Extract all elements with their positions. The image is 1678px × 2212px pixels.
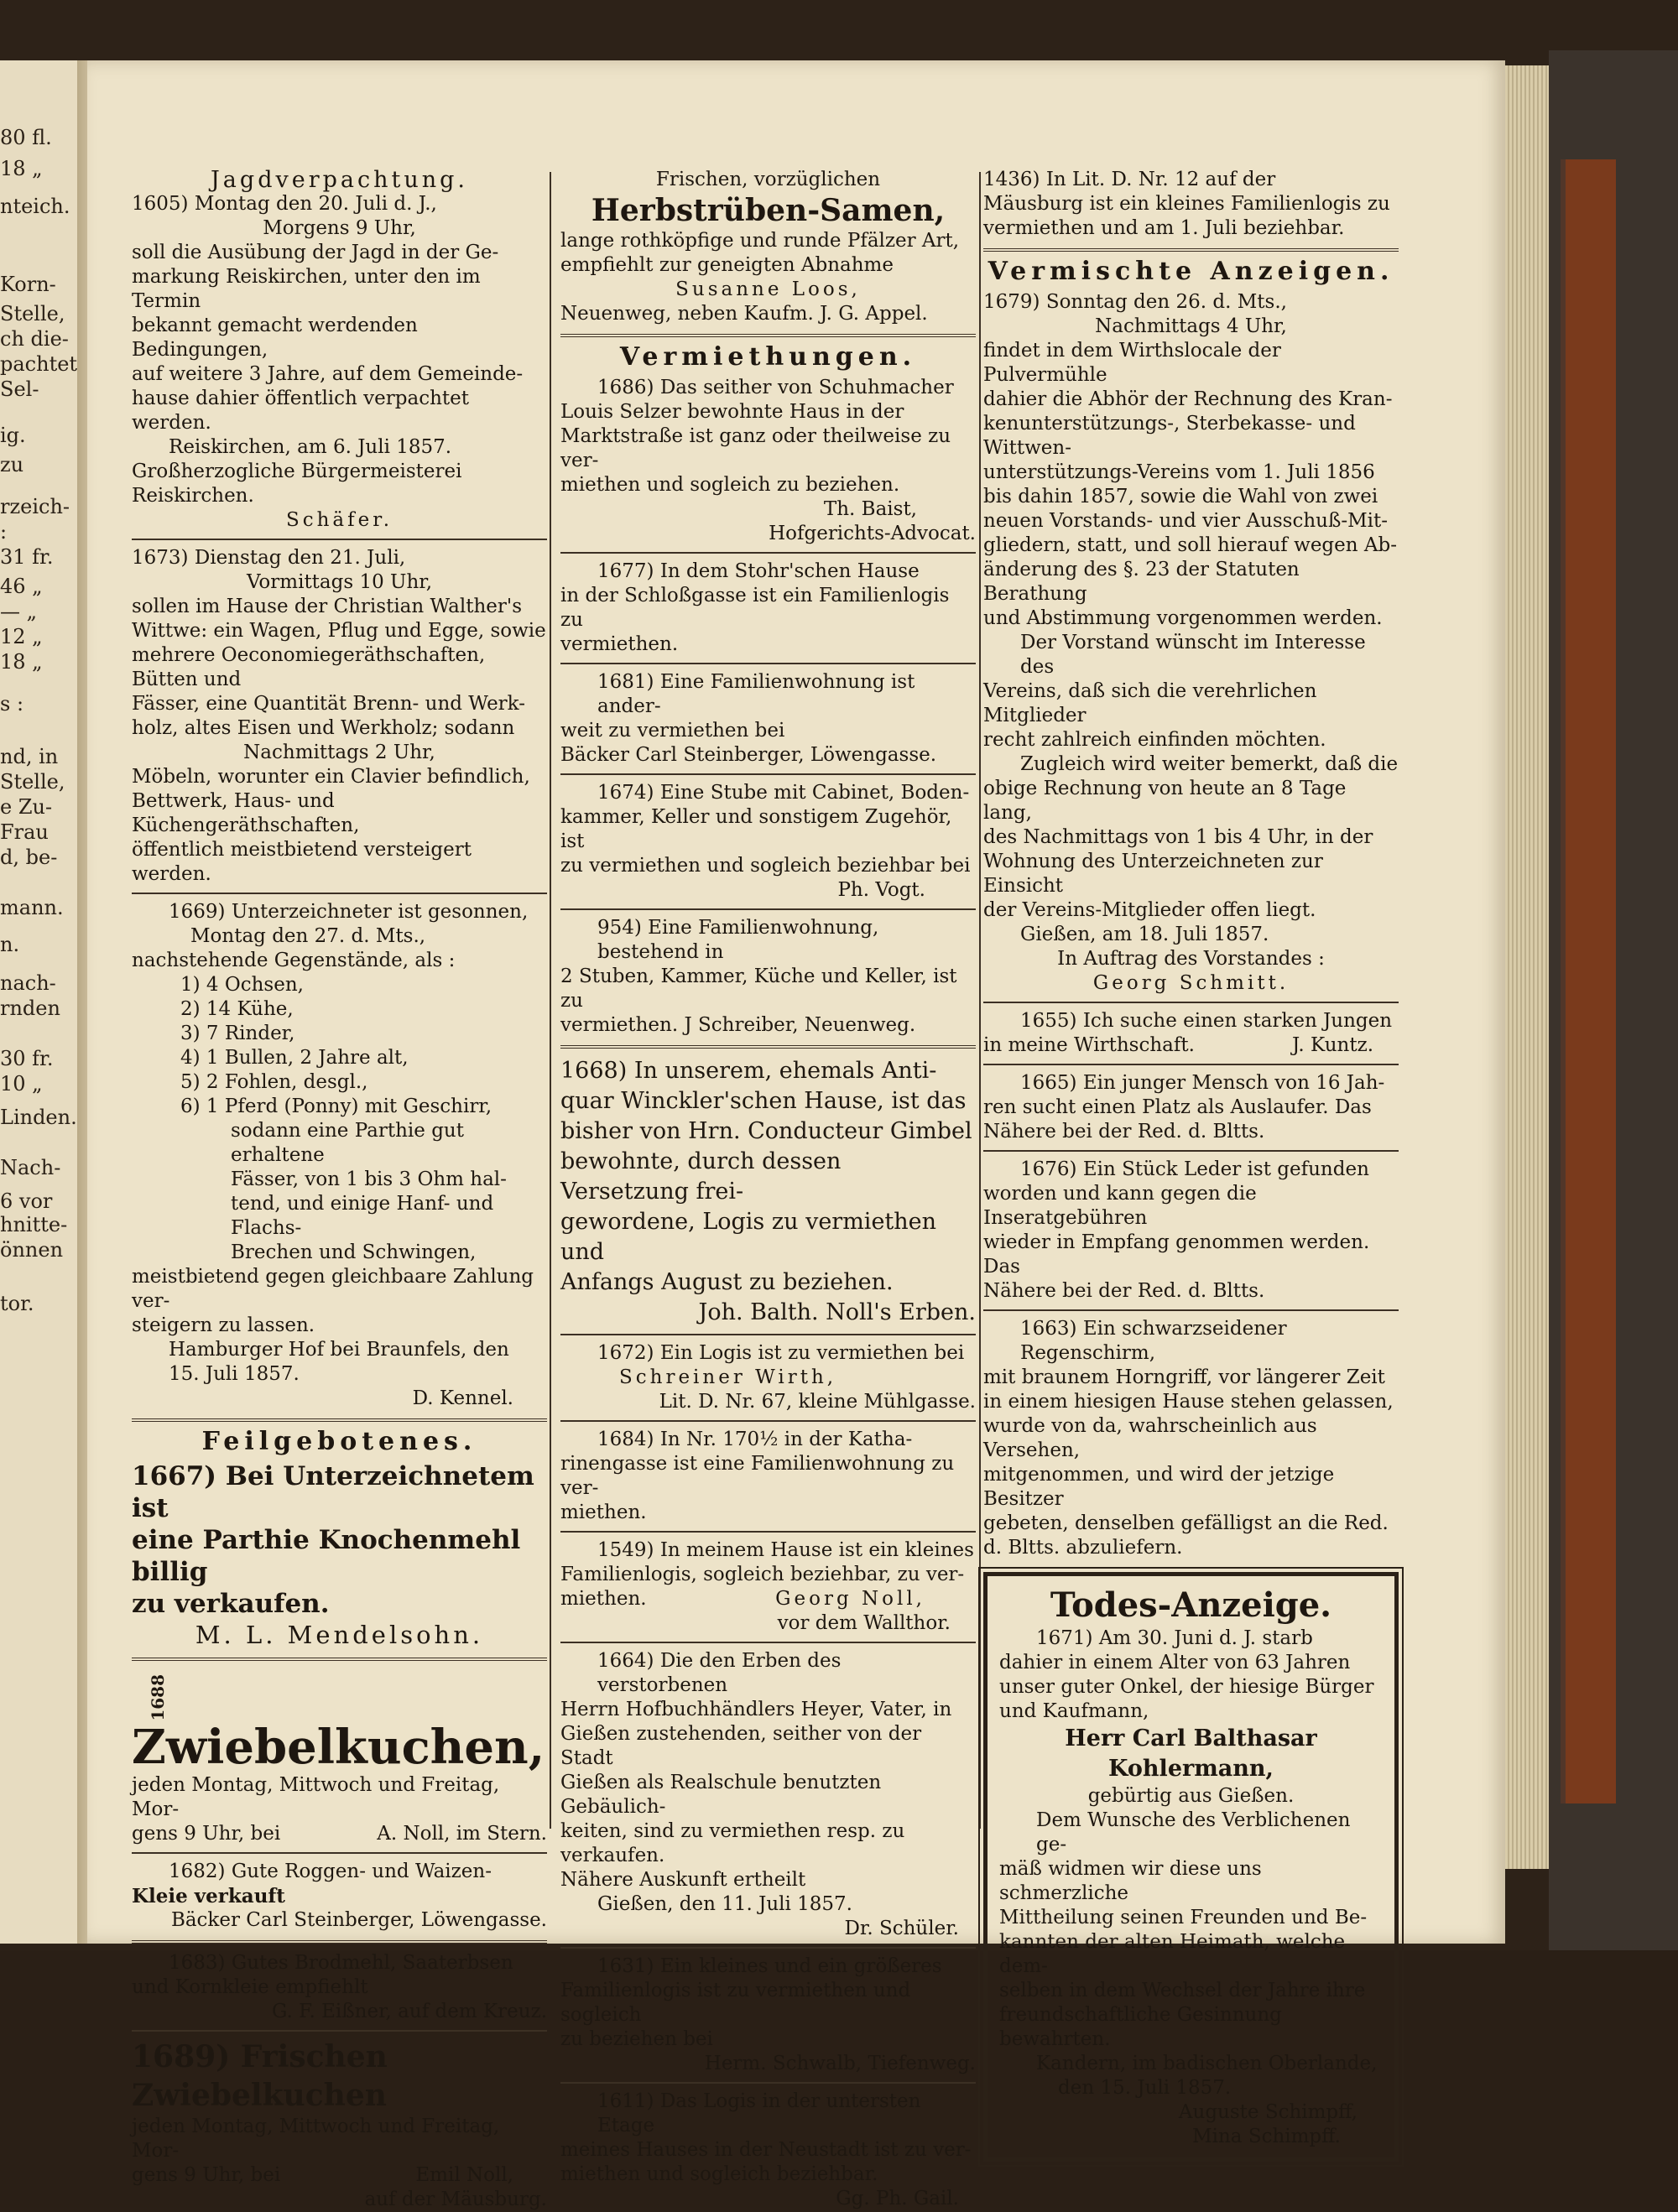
ad-1681 — [560, 670, 976, 768]
text-line: 1676) Ein Stück Leder ist gefunden — [1020, 1158, 1369, 1180]
left-page-fragment: zu — [0, 453, 24, 476]
text-line: meistbietend gegen gleichbaare Zahlung ver- — [132, 1266, 534, 1312]
text-line: miethen. — [560, 1588, 647, 1610]
text-line: 1681) Eine Familienwohnung ist ander- — [597, 671, 915, 717]
text-line: freundschaftliche Gesinnung bewahrten. — [999, 2004, 1282, 2050]
deceased-name: Herr Carl Balthasar Kohlermann, — [1065, 1725, 1317, 1782]
left-page-fragment: Linden. — [0, 1106, 77, 1129]
separator — [132, 1418, 547, 1422]
headline-jagdverpachtung: Jagdverpachtung. — [210, 167, 468, 193]
text-line: Dem Wunsche des Verblichenen ge- — [1036, 1809, 1351, 1855]
ad-1605 — [132, 168, 547, 533]
text-line: keiten, sind zu vermiethen resp. zu verkaufen. — [560, 1820, 905, 1866]
separator — [560, 1947, 976, 1949]
text-line: in einem hiesigen Hause stehen gelassen, — [983, 1391, 1394, 1413]
text-line: wieder in Empfang genommen werden. Das — [983, 1231, 1370, 1278]
signature: Joh. Balth. Noll's Erben. — [698, 1299, 976, 1325]
text-line: Marktstraße ist ganz oder theilweise zu ver- — [560, 425, 951, 471]
ad-1679 — [983, 290, 1399, 996]
text-line: gens 9 Uhr, bei — [132, 2164, 281, 2187]
death-notice-heading: Todes-Anzeige. — [1050, 1585, 1332, 1625]
left-page-fragment: 10 „ — [0, 1072, 43, 1096]
text-line: 1605) Montag den 20. Juli d. J., — [132, 193, 437, 215]
text-line: 1682) Gute Roggen- und Waizen- — [169, 1861, 492, 1883]
list-item-cont: Brechen und Schwingen, — [231, 1241, 477, 1263]
text-line: Anfangs August zu beziehen. — [560, 1269, 894, 1295]
signature: Georg Schmitt. — [1092, 972, 1290, 994]
text-line: gebürtig aus Gießen. — [1087, 1785, 1295, 1807]
left-page-fragment: rnden — [0, 997, 60, 1020]
item-list — [132, 973, 547, 1265]
ad-1611 — [560, 2090, 976, 2211]
text-line: änderung des §. 23 der Statuten Berathung — [983, 559, 1300, 605]
ad-1436 — [983, 168, 1399, 241]
text-line: sollen im Hause der Christian Walther's — [132, 596, 523, 617]
text-line: 1673) Dienstag den 21. Juli, — [132, 547, 406, 569]
text-line: Hofgerichts-Advocat. — [769, 523, 976, 544]
text-row — [983, 1033, 1399, 1058]
text-line: jeden Montag, Mittwoch und Freitag, Mor- — [132, 2116, 500, 2163]
text-line: Lit. D. Nr. 67, kleine Mühlgasse. — [659, 1391, 976, 1413]
text-line: 15. Juli 1857. — [169, 1363, 300, 1385]
text-line: 1655) Ich suche einen starken Jungen — [1020, 1010, 1393, 1032]
text-line: lange rothköpfige und runde Pfälzer Art, — [560, 230, 960, 252]
ad-1668 — [560, 1056, 976, 1328]
left-page-fragment: pachtet — [0, 352, 78, 376]
column-2 — [560, 168, 976, 2211]
left-page-fragment: 30 fr. — [0, 1047, 54, 1070]
text-line: und Kornkleie empfiehlt — [132, 1976, 368, 1999]
text-line: 1671) Am 30. Juni d. J. starb — [1036, 1627, 1313, 1649]
text-line: Herrn Hofbuchhändlers Heyer, Vater, in — [560, 1699, 952, 1720]
text-line: miethen. — [560, 1502, 647, 1523]
text-line: bisher von Hrn. Conducteur Gimbel — [560, 1118, 972, 1144]
text-line: Gießen als Realschule benutzten Gebäulich- — [560, 1772, 882, 1818]
left-page-fragment: 46 „ — [0, 575, 43, 598]
text-line: Zugleich wird weiter bemerkt, daß die — [1020, 753, 1399, 775]
text-line: 1665) Ein junger Mensch von 16 Jah- — [1020, 1072, 1385, 1094]
left-page-fragment: Sel- — [0, 377, 39, 401]
separator — [560, 663, 976, 664]
text-line: Gießen, den 11. Juli 1857. — [597, 1893, 852, 1915]
text-line: 1436) In Lit. D. Nr. 12 auf der — [983, 169, 1276, 190]
headline-zwiebelkuchen: Zwiebelkuchen, — [132, 1720, 545, 1776]
ad-1673 — [132, 546, 547, 887]
headline-herbstrueben-samen: Herbstrüben-Samen, — [591, 193, 946, 228]
signature: Th. Baist, — [823, 498, 917, 520]
column-rule-2 — [979, 172, 981, 1829]
text-line: 1679) Sonntag den 26. d. Mts., — [983, 291, 1287, 313]
text-line: empfiehlt zur geneigten Abnahme — [560, 254, 894, 276]
ad-1677 — [560, 560, 976, 657]
separator — [560, 2082, 976, 2084]
ad-1689 — [132, 2038, 547, 2212]
text-line: Nachmittags 4 Uhr, — [1095, 315, 1287, 337]
text-line: in der Schloßgasse ist ein Familienlogis zu — [560, 585, 950, 631]
list-item: 2) 14 Kühe, — [180, 998, 294, 1020]
ad-1655 — [983, 1009, 1399, 1058]
text-line: In Auftrag des Vorstandes : — [1057, 948, 1325, 970]
signature: Emil Noll, — [415, 2164, 513, 2187]
text-line: mit braunem Horngriff, vor längerer Zeit — [983, 1366, 1385, 1388]
separator — [560, 334, 976, 337]
text-line: d. Bltts. abzuliefern. — [983, 1537, 1183, 1559]
signature: A. Noll, im Stern. — [377, 1823, 547, 1845]
text-line: 1667) Bei Unterzeichnetem ist — [132, 1461, 534, 1523]
signature: G. F. Eißner, auf dem Kreuz. — [271, 2001, 547, 2023]
left-page-fragment: Stelle, — [0, 770, 65, 794]
signature: Schäfer. — [285, 509, 393, 531]
left-page-fragment: 6 vor — [0, 1189, 53, 1213]
signature: Bäcker Carl Steinberger, Löwengasse. — [170, 1909, 547, 1932]
text-line: wurde von da, wahrscheinlich aus Versehen, — [983, 1415, 1317, 1461]
left-page-fragment: Frau — [0, 820, 49, 844]
text-line: 2 Stuben, Kammer, Küche und Keller, ist zu — [560, 965, 957, 1012]
section-heading-vermischte-anzeigen: Vermischte Anzeigen. — [988, 257, 1394, 286]
death-notice-box — [983, 1572, 1399, 2162]
text-line: bekannt gemacht werdenden Bedingungen, — [132, 315, 418, 361]
text-line: auf der Mäusburg. — [364, 2189, 547, 2211]
separator — [132, 539, 547, 540]
text-line: dahier die Abhör der Rechnung des Kran- — [983, 388, 1393, 410]
separator — [132, 893, 547, 894]
ad-954 — [560, 916, 976, 1038]
left-page-fragment: ch die- — [0, 327, 69, 351]
list-item-cont: sodann eine Parthie gut erhaltene — [231, 1120, 464, 1166]
text-line: zu beziehen bei — [560, 2028, 713, 2050]
text-line: Wohnung des Unterzeichneten zur Einsicht — [983, 851, 1323, 897]
text-line: Mäusburg ist ein kleines Familienlogis zu — [983, 193, 1390, 215]
text-line: Nähere bei der Red. d. Bltts. — [983, 1280, 1265, 1302]
text-line: recht zahlreich einfinden möchten. — [983, 729, 1326, 751]
text-line: und Abstimmung vorgenommen werden. — [983, 607, 1383, 629]
text-line: vermiethen. J Schreiber, Neuenweg. — [560, 1014, 916, 1036]
text-line: den 15. Juli 1857. — [1058, 2077, 1232, 2099]
left-page-fragment: hnitte- — [0, 1213, 68, 1236]
page-stack-edge — [1505, 65, 1549, 1869]
ad-1667 — [132, 1460, 547, 1650]
separator — [132, 2030, 547, 2032]
signature: Herm. Schwalb, Tiefenweg. — [704, 2053, 976, 2074]
text-line: Kandern, im badischen Oberlande, — [1036, 2053, 1378, 2074]
text-line: und Kaufmann, — [999, 1700, 1149, 1722]
ad-1665 — [983, 1071, 1399, 1144]
text-line: Mittheilung seinen Freunden und Be- — [999, 1907, 1368, 1928]
text-line: Bettwerk, Haus- und Küchengeräthschaften, — [132, 790, 360, 836]
text-line: 1549) In meinem Hause ist ein kleines — [597, 1539, 974, 1561]
text-line: mehrere Oeconomiegeräthschaften, Bütten und — [132, 644, 486, 690]
list-item-cont: Fässer, von 1 bis 3 Ohm hal- — [231, 1168, 507, 1190]
ad-1676 — [983, 1158, 1399, 1304]
text-line: 1683) Gutes Brodmehl, Saaterbsen — [169, 1952, 513, 1975]
list-item: 5) 2 Fohlen, desgl., — [180, 1071, 368, 1093]
left-page-fragment: s : — [0, 692, 24, 716]
headline-frischen-zwiebelkuchen: 1689) Frischen Zwiebelkuchen — [132, 2039, 388, 2114]
text-line: dahier in einem Alter von 63 Jahren — [999, 1652, 1351, 1673]
text-line: kenunterstützungs-, Sterbekasse- und Wittwen- — [983, 413, 1356, 459]
left-page-fragment: : — [0, 520, 8, 544]
signature: Ph. Vogt. — [837, 879, 925, 901]
text-line: Frischen, vorzüglichen — [655, 169, 881, 190]
text-line: Reiskirchen, am 6. Juli 1857. — [169, 436, 452, 458]
ad-1664 — [560, 1649, 976, 1941]
text-line: kannten der alten Heimath, welche dem- — [999, 1931, 1346, 1977]
section-heading-vermiethungen: Vermiethungen. — [619, 342, 917, 372]
text-line: 1631) Ein kleines und ein größeres — [597, 1955, 942, 1977]
text-line: Louis Selzer bewohnte Haus in der — [560, 401, 904, 423]
text-line: unterstützungs-Vereins vom 1. Juli 1856 — [983, 461, 1375, 483]
ad-1686 — [560, 376, 976, 546]
text-line: vermiethen und am 1. Juli beziehbar. — [983, 217, 1345, 239]
separator — [560, 552, 976, 554]
signature: Dr. Schüler. — [844, 1918, 959, 1939]
text-line: miethen und sogleich beziehbar. — [560, 2163, 878, 2185]
text-line: auf weitere 3 Jahre, auf dem Gemeinde- — [132, 363, 524, 385]
text-line: Möbeln, worunter ein Clavier befindlich, — [132, 766, 530, 788]
text-line: nachstehende Gegenstände, als : — [132, 950, 456, 971]
left-page-fragment: nd, in — [0, 745, 59, 768]
text-line: zu vermiethen und sogleich beziehbar bei — [560, 855, 971, 877]
left-page-fragment: 18 „ — [0, 157, 43, 180]
signature: Gg. Ph. Gail. — [836, 2188, 959, 2209]
ad-1688 — [132, 1668, 547, 1846]
separator — [132, 1852, 547, 1854]
text-line: markung Reiskirchen, unter den im Termin — [132, 266, 481, 312]
text-line: mäß widmen wir diese uns schmerzliche — [999, 1858, 1262, 1904]
list-item-cont: tend, und einige Hanf- und Flachs- — [231, 1193, 494, 1239]
ad-1684 — [560, 1428, 976, 1525]
text-line: worden und kann gegen die Inseratgebühren — [983, 1183, 1257, 1229]
text-line: 1684) In Nr. 170½ in der Katha- — [597, 1429, 913, 1450]
text-line: Nachmittags 2 Uhr, — [243, 742, 435, 763]
text-line: ren sucht einen Platz als Auslaufer. Das — [983, 1096, 1372, 1118]
text-line: 1686) Das seither von Schuhmacher — [597, 377, 954, 398]
text-line: miethen und sogleich zu beziehen. — [560, 474, 900, 496]
text-line: bis dahin 1857, sowie die Wahl von zwei — [983, 486, 1378, 507]
text-line: Gießen, am 18. Juli 1857. — [1020, 924, 1269, 945]
text-line: Der Vorstand wünscht im Interesse des — [1020, 632, 1366, 678]
text-line: Bäcker Carl Steinberger, Löwengasse. — [560, 744, 937, 766]
text-line: 1672) Ein Logis ist zu vermiethen bei — [597, 1342, 965, 1364]
text-line: selben in dem Wechsel der Jahre ihre — [999, 1980, 1366, 2001]
separator — [983, 248, 1399, 252]
signature: D. Kennel. — [412, 1387, 513, 1409]
left-page-fragment: Nach- — [0, 1156, 61, 1179]
text-line: 954) Eine Familienwohnung, bestehend in — [597, 917, 879, 963]
text-line: unser guter Onkel, der hiesige Bürger — [999, 1676, 1374, 1698]
left-page-fragment: Stelle, — [0, 302, 65, 325]
left-page-fragment: e Zu- — [0, 795, 53, 819]
text-line: des Nachmittags von 1 bis 4 Uhr, in der — [983, 826, 1373, 848]
text-line: soll die Ausübung der Jagd in der Ge- — [132, 242, 499, 263]
signature: M. L. Mendelsohn. — [195, 1621, 484, 1649]
text-line: Kleie verkauft — [132, 1885, 285, 1908]
text-line: neuen Vorstands- und vier Ausschuß-Mit- — [983, 510, 1389, 532]
text-line: Familienlogis ist zu vermiethen und sogleich — [560, 1980, 911, 2026]
left-page-fragment: önnen — [0, 1238, 64, 1262]
text-line: 1668) In unserem, ehemals Anti- — [560, 1058, 937, 1084]
left-page-fragment: n. — [0, 933, 20, 956]
text-line: Fässer, eine Quantität Brenn- und Werk- — [132, 693, 525, 715]
left-page-fragment: tor. — [0, 1292, 34, 1315]
ad-1672 — [560, 1341, 976, 1414]
ad-1663 — [983, 1317, 1399, 1560]
separator — [560, 1045, 976, 1049]
separator — [560, 1334, 976, 1335]
left-page-edge — [0, 60, 82, 1944]
text-line: kammer, Keller und sonstigem Zugehör, ist — [560, 806, 952, 852]
left-page-fragment: 31 fr. — [0, 545, 54, 569]
separator — [983, 1309, 1399, 1311]
text-row — [132, 1822, 547, 1846]
text-line: gebeten, denselben gefälligst an die Red. — [983, 1512, 1389, 1534]
text-line: 1669) Unterzeichneter ist gesonnen, — [169, 901, 529, 923]
text-line: mitgenommen, und wird der jetzige Besitzer — [983, 1464, 1335, 1510]
signature: Susanne Loos, — [675, 278, 861, 300]
text-line: obige Rechnung von heute an 8 Tage lang, — [983, 778, 1347, 824]
signature: Mina Schimpff. — [1192, 2126, 1341, 2147]
text-line: vermiethen. — [560, 633, 679, 655]
separator — [560, 908, 976, 910]
ad-1683 — [132, 1951, 547, 2024]
left-page-fragment: mann. — [0, 896, 64, 919]
left-page-fragment: — „ — [0, 600, 38, 623]
text-line: Vereins, daß sich die verehrlichen Mitglieder — [983, 680, 1317, 726]
text-line: Morgens 9 Uhr, — [263, 217, 416, 239]
text-line: gewordene, Logis zu vermiethen und — [560, 1209, 937, 1265]
text-line: 1663) Ein schwarzseidener Regenschirm, — [1020, 1318, 1287, 1364]
text-line: Großherzogliche Bürgermeisterei Reiskirchen. — [132, 461, 462, 507]
separator — [560, 1420, 976, 1422]
left-page-fragment: nach- — [0, 971, 56, 995]
list-item: 6) 1 Pferd (Ponny) mit Geschirr, — [180, 1096, 492, 1117]
section-heading-feilgebotenes: Feilgebotenes. — [201, 1427, 477, 1456]
list-item: 3) 7 Rinder, — [180, 1023, 295, 1044]
text-line: 1664) Die den Erben des verstorbenen — [597, 1650, 842, 1696]
left-page-fragment: 18 „ — [0, 650, 43, 674]
text-line: Hamburger Hof bei Braunfels, den — [169, 1339, 509, 1361]
text-line: hause dahier öffentlich verpachtet werden. — [132, 388, 469, 434]
left-page-fragment: Korn- — [0, 273, 56, 296]
text-line: eine Parthie Knochenmehl billig — [132, 1525, 521, 1587]
text-line: quar Winckler'schen Hause, ist das — [560, 1088, 967, 1114]
text-line: Neuenweg, neben Kaufm. J. G. Appel. — [560, 303, 928, 325]
text-line: Gießen zustehenden, seither von der Stadt — [560, 1723, 922, 1769]
text-line: meines Hauses in der Neustadt ist zu ver- — [560, 2139, 972, 2161]
text-line: Nähere Auskunft ertheilt — [560, 1869, 806, 1891]
separator — [983, 1150, 1399, 1152]
text-line: steigern zu lassen. — [132, 1314, 315, 1336]
text-line: holz, altes Eisen und Werkholz; sodann — [132, 717, 515, 739]
text-row — [132, 2163, 547, 2188]
text-line: Familienlogis, sogleich beziehbar, zu ver- — [560, 1564, 965, 1585]
signature: Auguste Schimpff, — [1178, 2101, 1358, 2123]
ad-1682 — [132, 1860, 547, 1933]
text-line: vor dem Wallthor. — [777, 1612, 951, 1634]
text-line: findet in dem Wirthslocale der Pulvermühle — [983, 340, 1281, 386]
separator — [560, 1642, 976, 1643]
signature: Georg Noll, — [775, 1588, 925, 1610]
text-row — [560, 1587, 976, 1611]
text-line: rinengasse ist eine Familienwohnung zu ver- — [560, 1453, 955, 1499]
text-line: Nähere bei der Red. d. Bltts. — [983, 1121, 1265, 1142]
left-page-fragment: d, be- — [0, 846, 58, 869]
signature: Schreiner Wirth, — [619, 1366, 837, 1388]
text-line: in meine Wirthschaft. — [983, 1034, 1195, 1056]
left-page-fragment: 12 „ — [0, 625, 43, 648]
text-line: weit zu vermiethen bei — [560, 720, 785, 742]
ad-1674 — [560, 781, 976, 903]
column-3 — [983, 168, 1399, 2162]
left-page-fragment: rzeich- — [0, 495, 70, 518]
ad-1669 — [132, 900, 547, 1411]
left-page-fragment: ig. — [0, 424, 26, 447]
text-line: Wittwe: ein Wagen, Pflug und Egge, sowie — [132, 620, 546, 642]
signature: J. Kuntz. — [1291, 1034, 1373, 1056]
list-item: 4) 1 Bullen, 2 Jahre alt, — [180, 1047, 409, 1069]
text-line: jeden Montag, Mittwoch und Freitag, Mor- — [132, 1774, 500, 1821]
ad-1549 — [560, 1538, 976, 1636]
separator — [983, 1064, 1399, 1065]
text-line: 1677) In dem Stohr'schen Hause — [597, 560, 920, 582]
ad-number: 1688 — [148, 1674, 168, 1722]
text-line: Montag den 27. d. Mts., — [190, 925, 426, 947]
separator — [983, 1002, 1399, 1003]
separator — [560, 1531, 976, 1533]
text-line: gens 9 Uhr, bei — [132, 1823, 281, 1845]
ad-1631 — [560, 1954, 976, 2076]
left-page-fragment: nteich. — [0, 195, 70, 218]
separator — [132, 1940, 547, 1944]
column-1 — [132, 168, 547, 2212]
separator — [132, 1658, 547, 1661]
text-line: 1611) Das Logis in der untersten Etage — [597, 2090, 921, 2137]
text-line: bewohnte, durch dessen Versetzung frei- — [560, 1148, 842, 1205]
text-line: öffentlich meistbietend versteigert werden. — [132, 839, 472, 885]
text-line: zu verkaufen. — [132, 1589, 330, 1619]
separator — [560, 773, 976, 775]
column-rule-1 — [550, 172, 551, 1829]
book-spine-leather — [1561, 159, 1616, 1803]
text-line: gliedern, statt, und soll hierauf wegen Ab- — [983, 534, 1397, 556]
text-line: Vormittags 10 Uhr, — [246, 571, 433, 593]
text-line: der Vereins-Mitglieder offen liegt. — [983, 899, 1316, 921]
left-page-fragment: 80 fl. — [0, 126, 52, 149]
ad-herbstrueben — [560, 168, 976, 326]
text-line: 1674) Eine Stube mit Cabinet, Boden- — [597, 782, 970, 804]
list-item: 1) 4 Ochsen, — [180, 974, 304, 996]
